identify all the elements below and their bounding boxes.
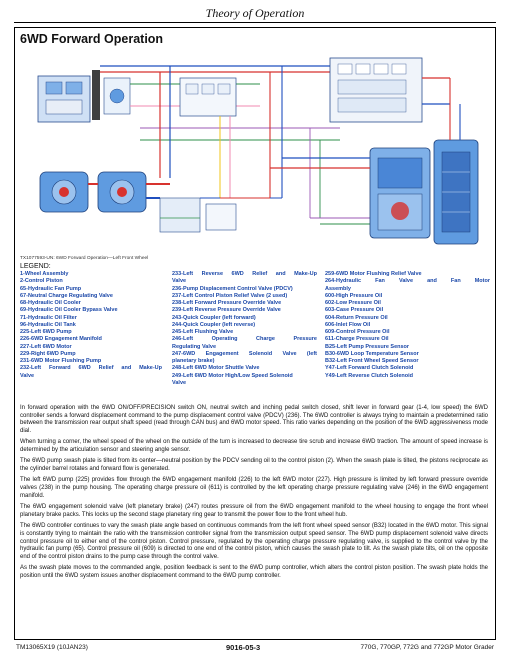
right-6wd-pump-graphic (98, 172, 146, 212)
legend-item: 245-Left Flushing Valve (172, 329, 234, 335)
legend-item: Valve (172, 278, 187, 285)
legend-item: B30-6WD Loop Temperature Sensor (325, 350, 419, 357)
paragraph: As the swash plate moves to the commanded angle, position feedback is sent to the 6WD pump controller, which alters the control piston position. The swash plate holds the position until the 6WD system issues another displacement command to the 6WD pump controller. (20, 565, 488, 579)
legend-item: 600-High Pressure Oil (325, 292, 383, 299)
legend-item: 249-Left 6WD Motor High/Low Speed Solenoid (172, 372, 293, 379)
legend-item: 2-Control Piston (20, 278, 63, 285)
body-text (20, 405, 488, 584)
legend-item: 96-Hydraulic Oil Tank (20, 321, 76, 328)
paragraph: The 6WD controller continues to vary the swash plate angle based on continuous commands from the left front wheel speed sensor (B32) located in the 6WD motor. This signal is constantly trying to maintain the ratio with the transmission controller signal from the transmission output speed sensor. The 6WD pump displacement solenoid valve directs control pressure oil to either end of the control piston. Control pressure, regulated by the operating charge pressure regulating valve, is supplied to the control valve by the hydraulic fan pump (65). Control pressure oil (609) is directed to one end of the control piston, which causes the swash plate to tilt. As the swash plate tilts, oil on the opposite end of the control piston drains to the pump case through the control valve. (20, 523, 488, 560)
legend-column-1 (20, 271, 162, 380)
legend-item: 264-Hydraulic Fan Valve and Fan Motor (325, 278, 490, 285)
legend-column-2 (172, 271, 317, 387)
legend-item: Assembly (325, 285, 351, 292)
legend-item: B32-Left Front Wheel Speed Sensor (325, 358, 419, 364)
legend-item: 609-Control Pressure Oil (325, 329, 390, 335)
paragraph: When turning a corner, the wheel speed of the wheel on the outside of the turn is increased to decrease tire scrub and increase 6WD traction. The amount of speed increase is determined by the articulation sensor and steering angle sensor. (20, 439, 488, 454)
legend-item: 1-Wheel Assembly (20, 271, 69, 277)
legend-item: 233-Left Reverse 6WD Relief and Make-Up (172, 271, 317, 277)
legend-item: 239-Left Reverse Pressure Override Valve (172, 307, 281, 314)
legend-item: 244-Quick Coupler (left reverse) (172, 321, 256, 328)
legend-item: 259-6WD Motor Flushing Relief Valve (325, 271, 422, 277)
legend-item: 65-Hydraulic Fan Pump (20, 285, 82, 292)
legend-item: 611-Charge Pressure Oil (325, 336, 389, 343)
footer-model-list: 770G, 770GP, 772G and 772GP Motor Grader (360, 644, 494, 651)
footer-page-number: 9016-05-3 (226, 643, 261, 652)
paragraph: The left 6WD pump (225) provides flow through the 6WD engagement manifold (226) to the left 6WD motor (227). High pressure is limited by left forward pressure override valves (238) in the pump housing. The operating charge pressure oil (611) is controlled by the left operating charge pressure regulating valve (246) in the 6WD engagement manifold. (20, 477, 488, 499)
legend-item: B25-Left Pump Pressure Sensor (325, 343, 410, 350)
wheel-assembly-graphic (434, 140, 478, 244)
legend-item: 225-Left 6WD Pump (20, 329, 72, 335)
header-divider (14, 22, 496, 23)
legend-item: 247-6WD Engagement Solenoid Valve (left (172, 350, 317, 357)
legend (20, 271, 490, 401)
paragraph: In forward operation with the 6WD ON/OFF/PRECISION switch ON, neutral switch and inching pedal switch closed, shift lever in forward gear (1-4, low speed) the 6WD controller sends a forward displacement command to the pump displacement control valve (PDCV) (236). The 6WD controller is always trying to maintain a predetermined ratio between the transmission rear output shaft speed (read through CAN bus) and 6WD motor speed. This ratio varies depending on the position of the 6WD aggressiveness mode dial. (20, 405, 488, 435)
legend-item: 227-Left 6WD Motor (20, 343, 72, 350)
legend-item: 67-Neutral Charge Regulating Valve (20, 292, 113, 299)
legend-item: Y47-Left Forward Clutch Solenoid (325, 365, 414, 372)
legend-item: 231-6WD Motor Flushing Pump (20, 358, 102, 364)
footer-manual-id: TM13065X19 (10JAN23) (16, 644, 88, 651)
legend-item: Valve (20, 372, 35, 379)
paragraph: The 6WD pump swash plate is tilted from its center—neutral position by the PDCV sending oil to the control piston (2). When the swash plate is tilted, the pistons reciprocate as the cylinder barrel rotates and forward flow is generated. (20, 458, 488, 473)
legend-item: planetary brake) (172, 358, 215, 364)
left-6wd-motor-graphic (370, 148, 430, 238)
legend-item: 606-Inlet Flow Oil (325, 321, 371, 328)
legend-item: 604-Return Pressure Oil (325, 314, 388, 321)
legend-item: 602-Low Pressure Oil (325, 300, 381, 306)
legend-item: 237-Left Control Piston Relief Valve (2 used) (172, 292, 288, 299)
section-title: 6WD Forward Operation (20, 32, 164, 46)
legend-item: 243-Quick Coupler (left forward) (172, 314, 256, 321)
legend-item: 69-Hydraulic Oil Cooler Bypass Valve (20, 307, 118, 314)
legend-title: LEGEND: (20, 263, 51, 270)
legend-item: 603-Case Pressure Oil (325, 307, 384, 314)
legend-item: Y49-Left Reverse Clutch Solenoid (325, 372, 414, 379)
legend-item: 246-Left Operating Charge Pressure (172, 336, 317, 343)
hydraulic-schematic-diagram (20, 48, 490, 248)
legend-item: Regulating Valve (172, 343, 217, 350)
legend-item: 232-Left Forward 6WD Relief and Make-Up (20, 365, 162, 372)
page-header-title: Theory of Operation (205, 6, 305, 20)
legend-item: 238-Left Forward Pressure Override Valve (172, 300, 282, 306)
legend-item: 226-6WD Engagement Manifold (20, 336, 102, 343)
legend-item: 229-Right 6WD Pump (20, 350, 76, 357)
legend-item: 68-Hydraulic Oil Cooler (20, 300, 81, 306)
legend-column-3 (325, 271, 490, 380)
legend-item: 71-Hydraulic Oil Filter (20, 314, 77, 321)
figure-caption: TX1077593-UN: 6WD Forward Operation—Left Front Wheel (20, 256, 149, 261)
legend-item: 236-Pump Displacement Control Valve (PDCV) (172, 285, 293, 292)
schematic-svg (20, 48, 490, 248)
paragraph: The 6WD engagement solenoid valve (left planetary brake) (247) routes pressure oil from the 6WD engagement manifold to the wheel housing to engage the front wheel planetary brake packs. This locks up the second stage planetary ring gear to transmit the power flow to the front wheel hub. (20, 504, 488, 518)
legend-item: 248-Left 6WD Motor Shuttle Valve (172, 365, 260, 372)
legend-item: Valve (172, 379, 187, 386)
left-6wd-pump-graphic (40, 172, 88, 212)
